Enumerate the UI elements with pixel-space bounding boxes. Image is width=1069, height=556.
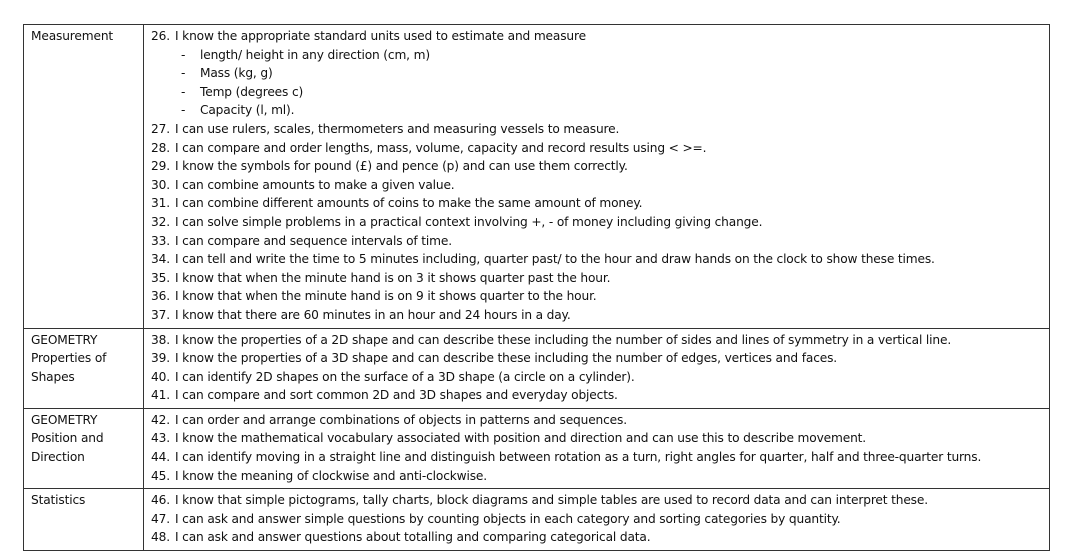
statement-text: I can order and arrange combinations of objects in patterns and sequences. bbox=[175, 412, 627, 427]
statement-item bbox=[151, 213, 1045, 232]
statement-number: 47. bbox=[151, 511, 170, 526]
area-label bbox=[31, 331, 141, 387]
area-label-line: Measurement bbox=[31, 29, 114, 43]
statement-subitem-text: Temp (degrees c) bbox=[200, 84, 304, 99]
statement-text: I know that there are 60 minutes in an hour and 24 hours in a day. bbox=[175, 307, 571, 322]
statement-number: 45. bbox=[151, 468, 170, 483]
statement-text: I can identify moving in a straight line and distinguish between rotation as a turn, right angles for quarter, half and three-quarter turns. bbox=[175, 450, 982, 465]
statement-subitem-text: Mass (kg, g) bbox=[200, 66, 273, 81]
statement-text: I know the symbols for pound (£) and pence (p) and can use them correctly. bbox=[175, 159, 628, 174]
statements-cell bbox=[144, 489, 1050, 551]
statement-number: 46. bbox=[151, 493, 170, 508]
statement-number: 32. bbox=[151, 214, 170, 229]
statement-text: I know that when the minute hand is on 9 it shows quarter to the hour. bbox=[175, 289, 597, 304]
statement-subitem bbox=[151, 46, 1045, 65]
statements-cell bbox=[144, 25, 1050, 329]
statement-item bbox=[151, 510, 1045, 529]
statement-number: 40. bbox=[151, 369, 170, 384]
section-row-geometry-position-and-direction bbox=[24, 408, 1050, 488]
dash-bullet: - bbox=[181, 84, 186, 99]
statement-item bbox=[151, 429, 1045, 448]
area-cell bbox=[24, 328, 144, 408]
statement-item bbox=[151, 528, 1045, 547]
area-label-line: GEOMETRY bbox=[31, 412, 98, 427]
area-label-line: GEOMETRY bbox=[31, 332, 98, 347]
statement-item bbox=[151, 287, 1045, 306]
statement-item bbox=[151, 176, 1045, 195]
statement-item bbox=[151, 467, 1045, 486]
area-label-line: Direction bbox=[31, 450, 85, 465]
area-label-line: Position and bbox=[31, 431, 104, 446]
statements-cell bbox=[144, 328, 1050, 408]
statement-item bbox=[151, 27, 1045, 46]
statement-number: 39. bbox=[151, 351, 170, 366]
statement-item bbox=[151, 269, 1045, 288]
statement-text: I can tell and write the time to 5 minutes including, quarter past/ to the hour and draw hands on the clock to show these times. bbox=[175, 252, 935, 267]
statement-item bbox=[151, 411, 1045, 430]
statement-item bbox=[151, 349, 1045, 368]
statement-item bbox=[151, 331, 1045, 350]
statement-text: I can compare and sequence intervals of time. bbox=[175, 233, 452, 248]
area-label bbox=[31, 411, 141, 467]
statement-text: I know the meaning of clockwise and anti-clockwise. bbox=[175, 468, 487, 483]
statement-number: 29. bbox=[151, 159, 170, 174]
statement-number: 31. bbox=[151, 196, 170, 211]
statement-number: 38. bbox=[151, 332, 170, 347]
area-label bbox=[31, 491, 141, 510]
statement-text: I know the mathematical vocabulary associated with position and direction and can use this to describe movement. bbox=[175, 431, 866, 446]
statement-text: I know the appropriate standard units used to estimate and measure bbox=[175, 29, 586, 43]
area-label-line: Shapes bbox=[31, 369, 75, 384]
statement-item bbox=[151, 120, 1045, 139]
statement-number: 37. bbox=[151, 307, 170, 322]
statement-subitem bbox=[151, 64, 1045, 83]
dash-bullet: - bbox=[181, 66, 186, 81]
statement-text: I can combine different amounts of coins to make the same amount of money. bbox=[175, 196, 643, 211]
statement-item bbox=[151, 448, 1045, 467]
section-row-geometry-properties-of-shapes bbox=[24, 328, 1050, 408]
statement-number: 28. bbox=[151, 140, 170, 155]
area-label-line: Statistics bbox=[31, 493, 86, 508]
statement-text: I know the properties of a 2D shape and can describe these including the number of sides and lines of symmetry in a vertical line. bbox=[175, 332, 952, 347]
statement-subitem-text: length/ height in any direction (cm, m) bbox=[200, 47, 430, 62]
statement-number: 43. bbox=[151, 431, 170, 446]
statement-item bbox=[151, 157, 1045, 176]
statement-text: I can use rulers, scales, thermometers and measuring vessels to measure. bbox=[175, 121, 620, 136]
section-row-statistics bbox=[24, 489, 1050, 551]
statement-number: 42. bbox=[151, 412, 170, 427]
section-row-measurement bbox=[24, 25, 1050, 329]
statement-item bbox=[151, 250, 1045, 269]
statement-number: 30. bbox=[151, 177, 170, 192]
statement-number: 26. bbox=[151, 29, 170, 43]
statement-item bbox=[151, 368, 1045, 387]
statements-cell bbox=[144, 408, 1050, 488]
area-cell bbox=[24, 489, 144, 551]
statement-subitem bbox=[151, 83, 1045, 102]
curriculum-table-body bbox=[24, 25, 1050, 551]
statement-text: I can solve simple problems in a practical context involving +, - of money including giving change. bbox=[175, 214, 763, 229]
area-cell bbox=[24, 408, 144, 488]
statement-item bbox=[151, 491, 1045, 510]
statement-number: 36. bbox=[151, 289, 170, 304]
statement-text: I can combine amounts to make a given value. bbox=[175, 177, 455, 192]
statement-text: I can compare and sort common 2D and 3D shapes and everyday objects. bbox=[175, 388, 618, 403]
statement-text: I know that when the minute hand is on 3 it shows quarter past the hour. bbox=[175, 270, 611, 285]
statement-item bbox=[151, 386, 1045, 405]
curriculum-table bbox=[23, 24, 1050, 551]
area-label bbox=[31, 27, 141, 46]
dash-bullet: - bbox=[181, 47, 186, 62]
statement-subitem bbox=[151, 101, 1045, 120]
statement-number: 34. bbox=[151, 252, 170, 267]
statement-number: 48. bbox=[151, 530, 170, 545]
statement-item bbox=[151, 306, 1045, 325]
statement-subitem-text: Capacity (l, ml). bbox=[200, 103, 295, 118]
statement-text: I can ask and answer questions about totalling and comparing categorical data. bbox=[175, 530, 651, 545]
statement-item bbox=[151, 232, 1045, 251]
statement-text: I can ask and answer simple questions by counting objects in each category and sorting categories by quantity. bbox=[175, 511, 841, 526]
statement-text: I know the properties of a 3D shape and can describe these including the number of edges, vertices and faces. bbox=[175, 351, 838, 366]
statement-number: 35. bbox=[151, 270, 170, 285]
statement-item bbox=[151, 139, 1045, 158]
area-cell bbox=[24, 25, 144, 329]
statement-item bbox=[151, 194, 1045, 213]
statement-text: I can identify 2D shapes on the surface of a 3D shape (a circle on a cylinder). bbox=[175, 369, 635, 384]
statement-text: I can compare and order lengths, mass, volume, capacity and record results using < >=. bbox=[175, 140, 707, 155]
statement-number: 41. bbox=[151, 388, 170, 403]
statement-text: I know that simple pictograms, tally charts, block diagrams and simple tables are used to record data and can interpret these. bbox=[175, 493, 928, 508]
statement-number: 27. bbox=[151, 121, 170, 136]
dash-bullet: - bbox=[181, 103, 186, 118]
area-label-line: Properties of bbox=[31, 351, 107, 366]
statement-number: 33. bbox=[151, 233, 170, 248]
statement-number: 44. bbox=[151, 450, 170, 465]
